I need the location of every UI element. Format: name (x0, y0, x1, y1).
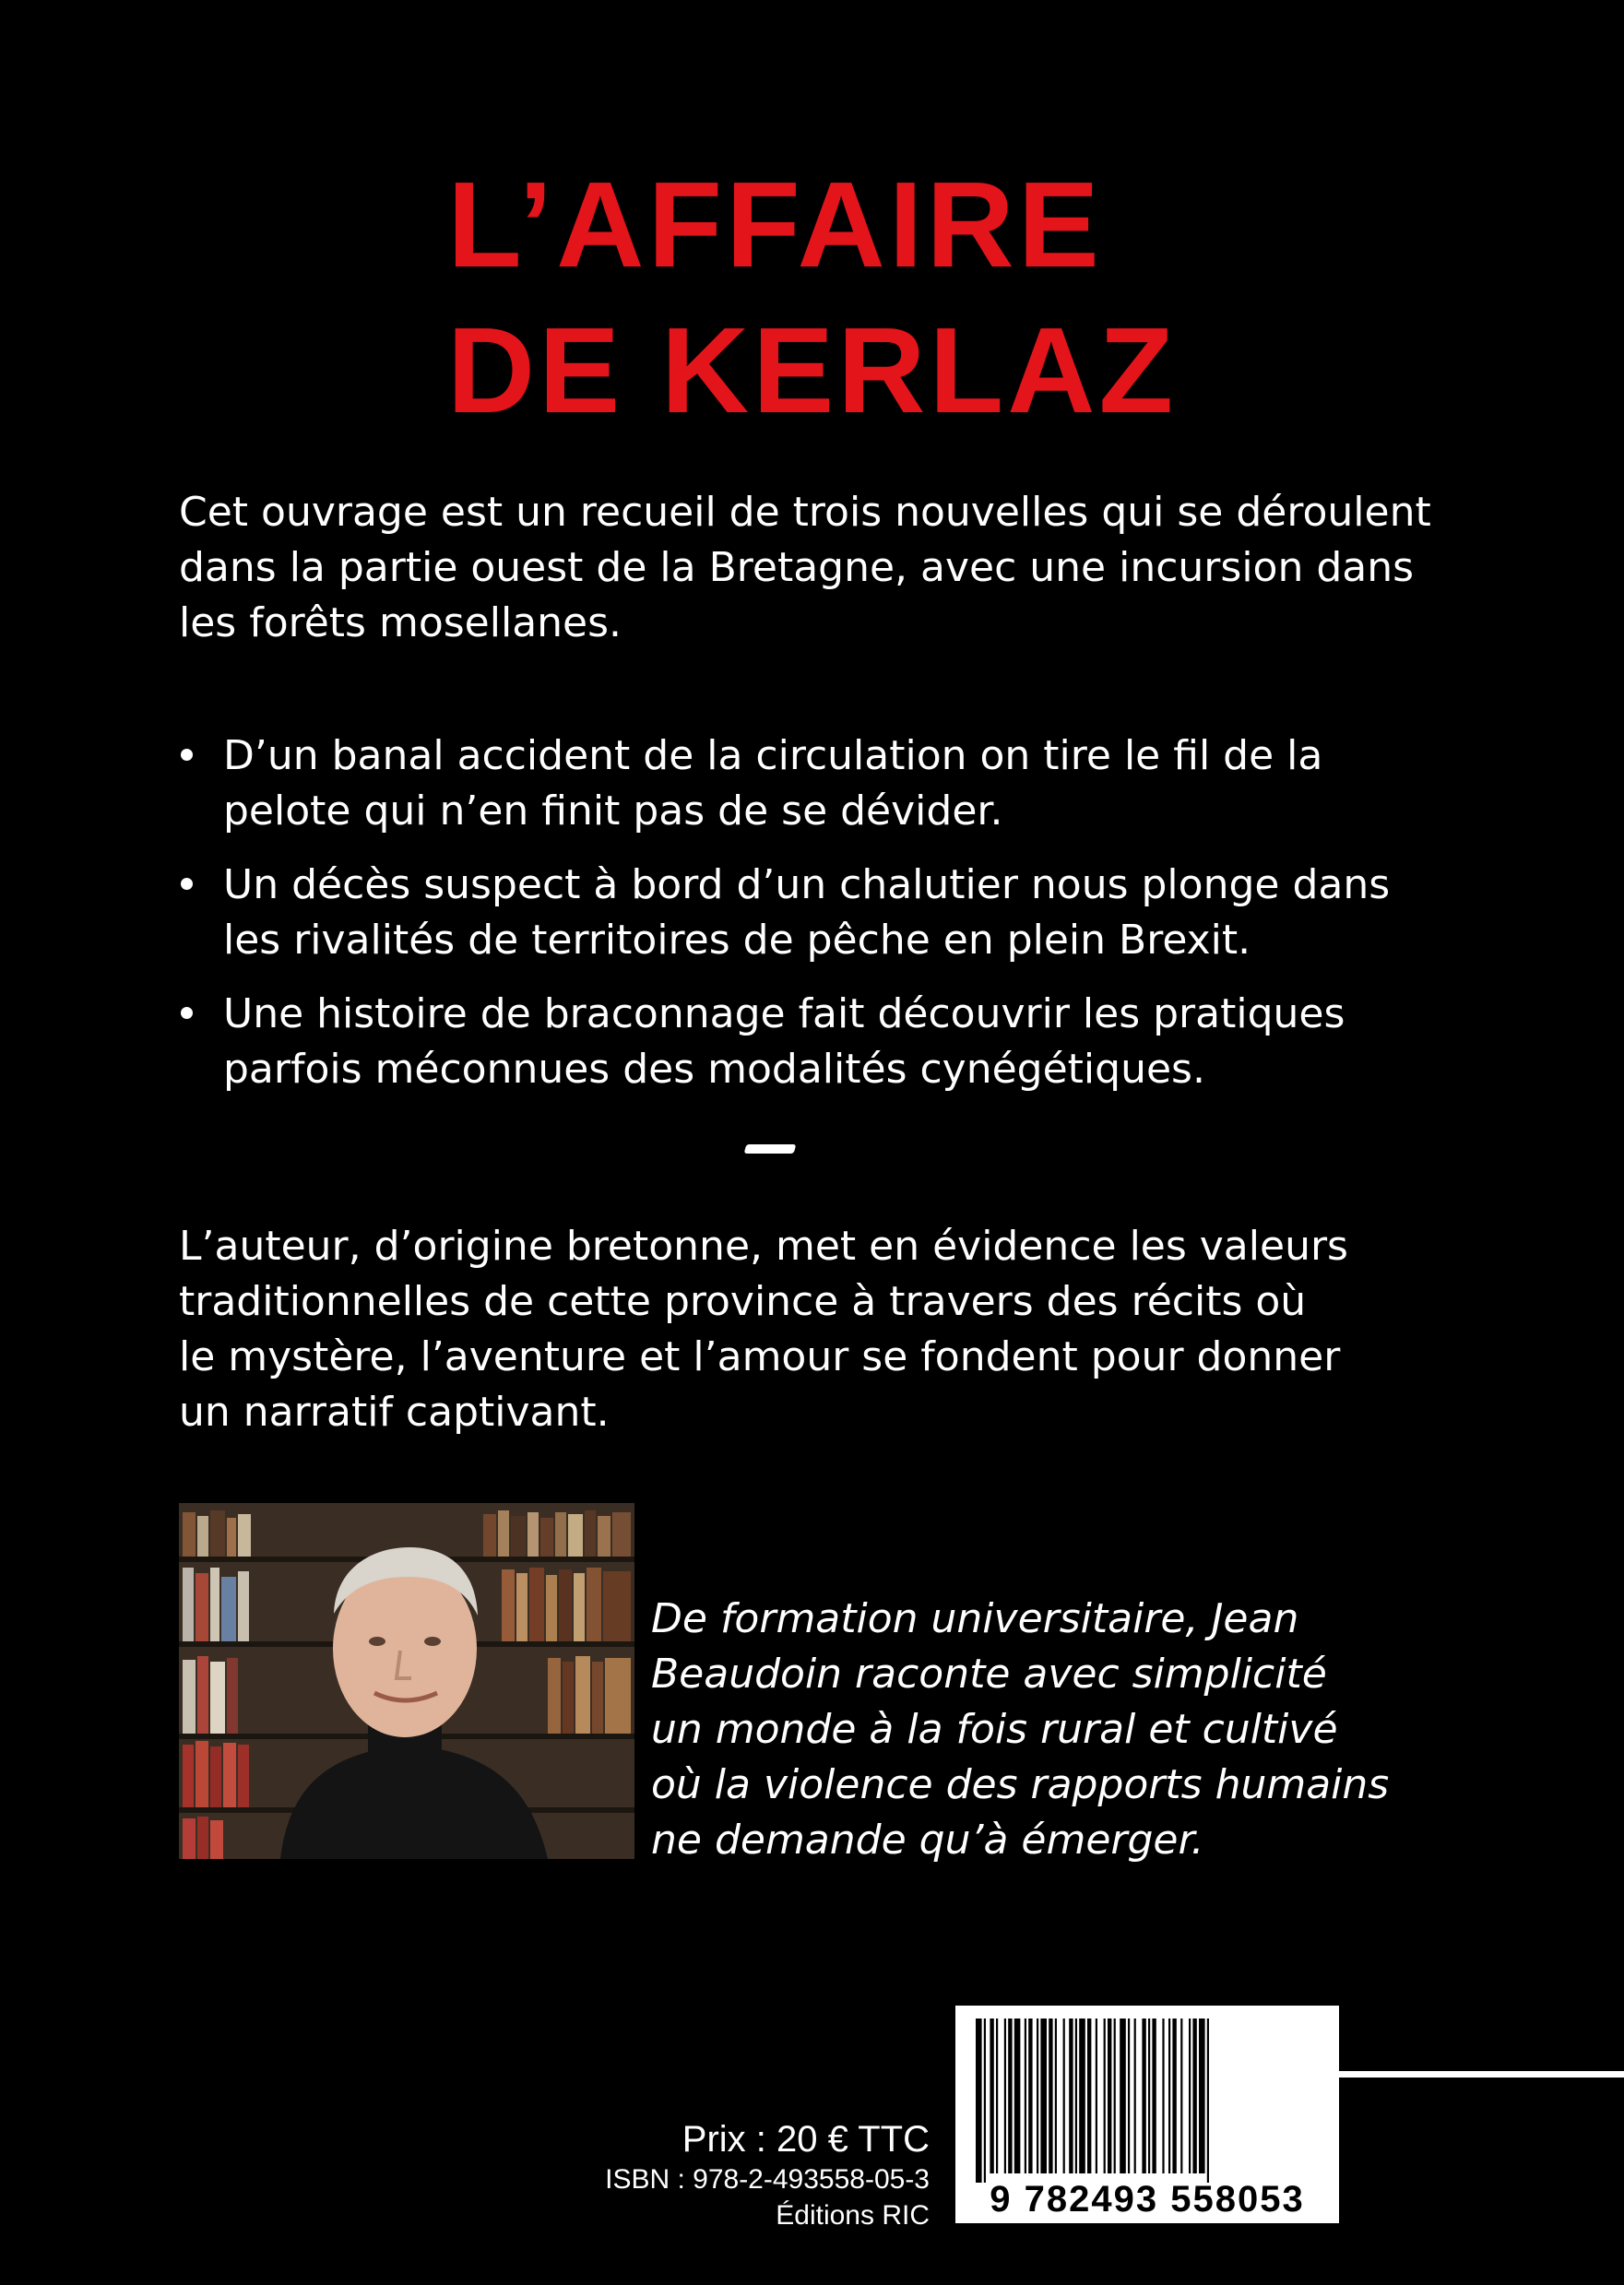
barcode-digits: 9 782493 558053 (990, 2179, 1305, 2220)
barcode-bar (1199, 2019, 1205, 2173)
bio-line: où la violence des rapports humains (651, 1761, 1390, 1808)
barcode-bar (1079, 2019, 1085, 2173)
isbn: ISBN : 978-2-493558-05-3 (605, 2164, 930, 2195)
barcode-bar (1028, 2019, 1032, 2173)
bullet-icon (181, 878, 193, 890)
barcode-bar (1049, 2019, 1052, 2173)
intro-line: Cet ouvrage est un recueil de trois nouvelles qui se déroulent (179, 489, 1431, 536)
story-list-item (179, 858, 1470, 968)
intro-line: dans la partie ouest de la Bretagne, avec une incursion dans (179, 544, 1415, 591)
barcode-bar (1207, 2019, 1209, 2183)
barcode-bar (1128, 2019, 1130, 2173)
barcode-bar (1055, 2019, 1057, 2173)
barcode-bar (1114, 2019, 1116, 2173)
author-bio (651, 1592, 1481, 1868)
barcode-bar (1168, 2019, 1170, 2173)
price: Prix : 20 € TTC (682, 2119, 930, 2160)
story-line: D’un banal accident de la circulation on tire le fil de la (223, 732, 1323, 779)
about-paragraph (179, 1219, 1470, 1440)
section-divider (744, 1144, 797, 1154)
decorative-rule (1339, 2071, 1624, 2078)
bullet-icon (181, 749, 193, 761)
price-block (516, 2117, 930, 2233)
barcode-bar (1162, 2019, 1164, 2173)
barcode-bar (1096, 2019, 1097, 2173)
barcode-bar (1180, 2019, 1182, 2173)
barcode-bar (1192, 2019, 1196, 2173)
title-line-1: L’AFFAIRE (447, 157, 1103, 292)
book-title (0, 152, 1624, 444)
isbn-barcode (955, 2006, 1339, 2223)
author-portrait-icon (179, 1503, 634, 1859)
bullet-icon (181, 1007, 193, 1019)
story-line: Une histoire de braconnage fait découvrir les pratiques (223, 990, 1345, 1037)
about-line: un narratif captivant. (179, 1389, 610, 1436)
barcode-bar (1075, 2019, 1077, 2173)
about-line: traditionnelles de cette province à travers des récits où (179, 1278, 1307, 1325)
barcode-bar (976, 2019, 982, 2183)
barcode-bar (1134, 2019, 1136, 2173)
barcode-bar (1025, 2019, 1026, 2173)
barcode-bar (990, 2019, 993, 2173)
story-line: Un décès suspect à bord d’un chalutier nous plonge dans (223, 861, 1391, 908)
barcode-bar (1037, 2019, 1038, 2173)
barcode-bar (1142, 2019, 1145, 2173)
bio-line: ne demande qu’à émerger. (651, 1817, 1204, 1864)
bio-line: un monde à la fois rural et cultivé (651, 1706, 1338, 1753)
intro-paragraph (179, 485, 1470, 651)
barcode-bar (1172, 2019, 1176, 2173)
barcode-bar (1152, 2019, 1156, 2173)
barcode-bar (1148, 2019, 1150, 2173)
barcode-bar (1004, 2019, 1006, 2173)
barcode-bar (1104, 2019, 1106, 2173)
about-line: le mystère, l’aventure et l’amour se fondent pour donner (179, 1333, 1341, 1380)
story-list-item (179, 728, 1470, 839)
story-list-item (179, 987, 1470, 1097)
barcode-bar (1063, 2019, 1065, 2173)
barcode-bar (996, 2019, 998, 2173)
story-line: parfois méconnues des modalités cynégétiques. (223, 1046, 1205, 1093)
barcode-bar (984, 2019, 986, 2183)
barcode-bar (1040, 2019, 1047, 2173)
barcode-bar (1087, 2019, 1091, 2173)
author-photo (179, 1503, 634, 1859)
about-line: L’auteur, d’origine bretonne, met en évidence les valeurs (179, 1223, 1348, 1270)
bio-line: Beaudoin raconte avec simplicité (651, 1651, 1327, 1698)
story-line: pelote qui n’en finit pas de se dévider. (223, 787, 1003, 835)
story-line: les rivalités de territoires de pêche en plein Brexit. (223, 917, 1251, 964)
story-list (179, 728, 1470, 1116)
publisher: Éditions RIC (776, 2200, 930, 2231)
barcode-bar (1014, 2019, 1021, 2173)
barcode-bar (1108, 2019, 1111, 2173)
barcode-bar (1189, 2019, 1191, 2173)
barcode-bar (1008, 2019, 1012, 2173)
title-line-2: DE KERLAZ (446, 302, 1178, 438)
bio-line: De formation universitaire, Jean (651, 1595, 1299, 1642)
barcode-bar (1120, 2019, 1126, 2173)
barcode-bar (1069, 2019, 1073, 2173)
intro-line: les forêts mosellanes. (179, 599, 622, 646)
